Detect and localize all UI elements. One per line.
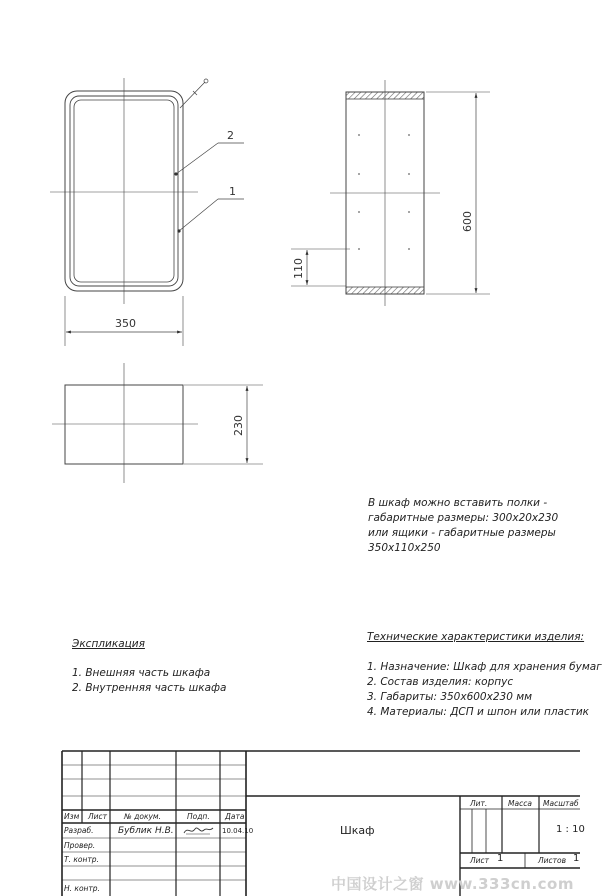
tb-col-masshtab: Масштаб	[543, 799, 579, 808]
legend-title: Экспликация	[72, 638, 145, 650]
leader-label-2: 2	[227, 129, 234, 142]
tb-scale-value: 1 : 10	[556, 824, 585, 835]
specs-title: Технические характеристики изделия:	[367, 631, 585, 643]
specs-item: 1. Назначение: Шкаф для хранения бумаг	[367, 661, 602, 673]
tb-col-list: Лист	[88, 812, 108, 821]
note-line: габаритные размеры: 300х20х230	[368, 512, 559, 524]
legend-item: 2. Внутренняя часть шкафа	[72, 682, 227, 694]
tb-sheet-label: Лист	[470, 856, 490, 865]
specs-block	[367, 631, 602, 720]
specs-item: 4. Материалы: ДСП и шпон или пластик	[367, 706, 590, 718]
legend-item: 1. Внешняя часть шкафа	[72, 667, 211, 679]
tb-row-razrab: Разраб.	[64, 826, 94, 835]
legend-block	[72, 638, 226, 696]
tb-author: Бублик Н.В.	[118, 826, 174, 836]
side-view	[291, 80, 490, 306]
front-width-dim: 350	[115, 317, 136, 330]
note-line: 350х110х250	[368, 542, 441, 554]
leader-label-1: 1	[229, 185, 236, 198]
tb-col-lit: Лит.	[470, 799, 488, 808]
specs-item: 3. Габариты: 350х600х230 мм	[367, 691, 533, 703]
tb-sheet-number: 1	[497, 853, 504, 864]
note-line: или ящики - габаритные размеры	[368, 527, 556, 539]
tb-date: 10.04.10	[222, 827, 254, 835]
side-drawer-dim: 110	[292, 258, 305, 279]
signature-mark	[182, 824, 216, 836]
tb-row-nkontr: Н. контр.	[64, 884, 100, 893]
tb-sheets-number: 1	[573, 853, 580, 864]
tb-product-name: Шкаф	[340, 824, 375, 837]
notes-block	[368, 496, 578, 556]
tb-row-prover: Провер.	[64, 841, 96, 850]
watermark: 中国设计之窗 www.333cn.com	[331, 875, 574, 893]
front-view	[50, 78, 244, 346]
tb-col-date: Дата	[225, 812, 245, 821]
tb-row-tkontr: Т. контр.	[64, 855, 99, 864]
tb-col-sign: Подп.	[187, 812, 210, 821]
specs-item: 2. Состав изделия: корпус	[367, 676, 514, 688]
tb-col-izm: Изм	[64, 812, 80, 821]
note-line: В шкаф можно вставить полки -	[368, 497, 548, 509]
tb-col-doc: № докум.	[124, 812, 161, 821]
side-height-dim: 600	[461, 211, 474, 232]
tb-col-massa: Масса	[508, 799, 532, 808]
top-depth-dim: 230	[232, 415, 245, 436]
tb-sheets-label: Листов	[538, 856, 567, 865]
